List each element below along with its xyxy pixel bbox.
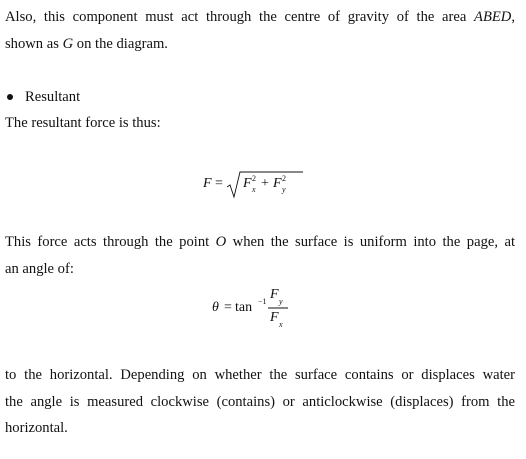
resultant-intro: The resultant force is thus: bbox=[5, 115, 161, 131]
eq-func: tan bbox=[235, 300, 253, 315]
eq-numerator-sub: y bbox=[279, 297, 283, 306]
area-label: ABED bbox=[474, 9, 512, 25]
point-label: O bbox=[215, 234, 227, 250]
text-span: shown as bbox=[5, 35, 63, 52]
bullet-item-resultant bbox=[5, 86, 80, 108]
paragraph-point-o bbox=[5, 229, 515, 282]
eq-func-sup: −1 bbox=[258, 297, 267, 306]
eq-term1: F bbox=[243, 176, 252, 191]
bullet-icon bbox=[7, 94, 13, 100]
eq-lhs: F bbox=[203, 176, 212, 191]
text-span: Also, this component must act through the centre of gravity of the area bbox=[5, 9, 475, 25]
paragraph-line: to the horizontal. Depending on whether the surface contains or displaces water bbox=[5, 367, 515, 383]
eq-plus: + bbox=[261, 176, 269, 191]
point-label: G bbox=[62, 35, 74, 52]
paragraph-centre-of-gravity bbox=[5, 4, 515, 57]
eq-equals: = bbox=[215, 176, 223, 191]
text-span: on the diagram. bbox=[73, 35, 168, 52]
paragraph-line: horizontal. bbox=[5, 420, 68, 436]
eq-denominator: F bbox=[270, 310, 279, 325]
text-span: , bbox=[511, 9, 515, 25]
eq-term2: F bbox=[273, 176, 282, 191]
resultant-equation bbox=[203, 168, 303, 202]
paragraph-line bbox=[5, 31, 515, 58]
eq-denominator-sub: x bbox=[279, 320, 283, 329]
paragraph-line bbox=[5, 4, 515, 31]
eq-lhs: θ bbox=[212, 300, 219, 315]
paragraph-line bbox=[5, 229, 515, 256]
eq-term2-sub: y bbox=[282, 185, 286, 194]
eq-equals: = bbox=[224, 300, 232, 315]
angle-equation bbox=[212, 287, 302, 332]
paragraph-horizontal bbox=[5, 362, 515, 442]
bullet-label: Resultant bbox=[25, 89, 81, 105]
paragraph-line: the angle is measured clockwise (contains) or anticlockwise (displaces) from the bbox=[5, 393, 515, 410]
text-span: when the surface is uniform into the page, at bbox=[226, 234, 515, 250]
fraction-bar bbox=[268, 307, 288, 309]
eq-term1-sup: 2 bbox=[252, 174, 256, 183]
paragraph-line: an angle of: bbox=[5, 260, 74, 277]
eq-term1-sub: x bbox=[252, 185, 256, 194]
eq-numerator: F bbox=[270, 287, 279, 302]
text-span: This force acts through the point bbox=[5, 234, 216, 250]
eq-term2-sup: 2 bbox=[282, 174, 286, 183]
